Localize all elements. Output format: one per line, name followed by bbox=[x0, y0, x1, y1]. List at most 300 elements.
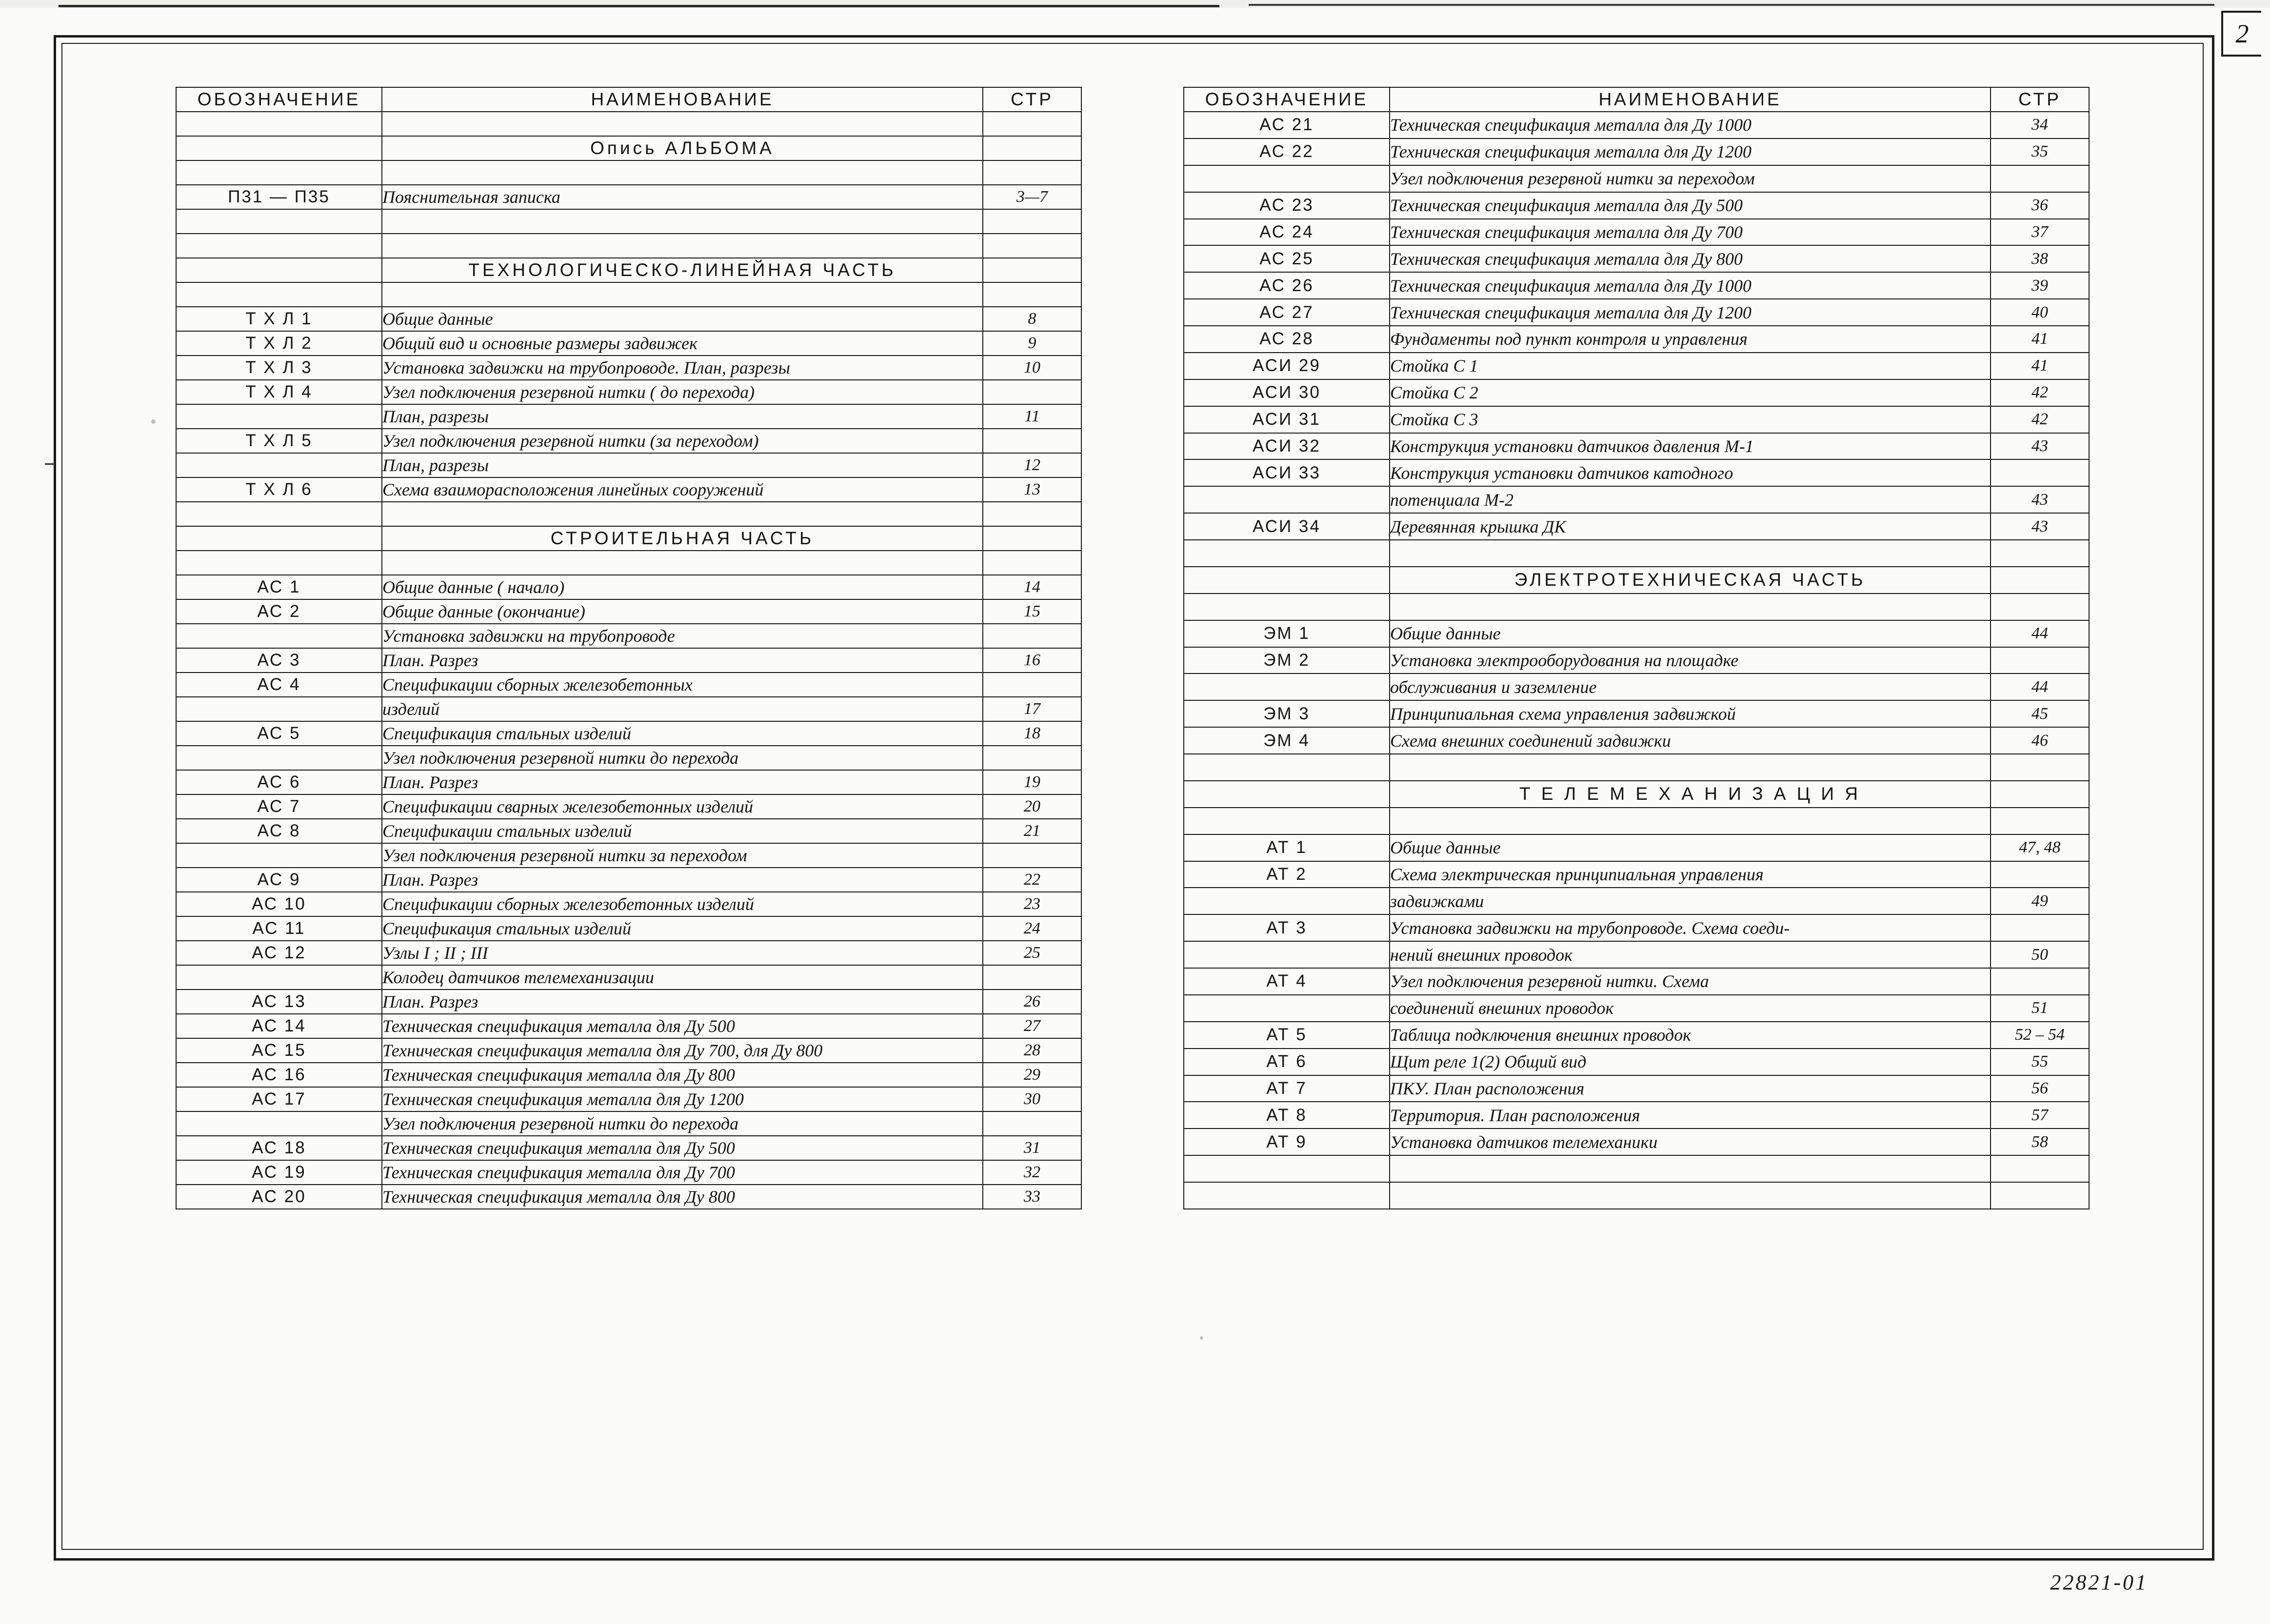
cell-name: Щит реле 1(2) Общий вид bbox=[1390, 1049, 1991, 1075]
cell-code: АС 17 bbox=[176, 1087, 382, 1111]
cell-code: Т Х Л 4 bbox=[176, 380, 382, 404]
cell-page: 28 bbox=[983, 1038, 1081, 1063]
scan-line-artifact-right bbox=[1249, 4, 2214, 6]
cell-name: План. Разрез bbox=[382, 648, 983, 673]
cell-code bbox=[176, 502, 382, 526]
drawing-sheet-code: 22821-01 bbox=[2050, 1570, 2148, 1594]
table-header-row bbox=[176, 87, 1081, 112]
cell-code: ЭМ 1 bbox=[1184, 620, 1390, 647]
cell-code bbox=[1184, 1155, 1390, 1182]
cell-code bbox=[1184, 808, 1390, 834]
cell-code: АС 20 bbox=[176, 1185, 382, 1209]
cell-page: 10 bbox=[983, 356, 1081, 380]
table-row-section bbox=[176, 526, 1081, 551]
table-row bbox=[176, 453, 1081, 477]
cell-code: АС 7 bbox=[176, 794, 382, 819]
cell-page: 55 bbox=[1991, 1049, 2089, 1075]
cell-name: Техническая спецификация металла для Ду 1200 bbox=[1390, 299, 1991, 326]
cell-name: Узел подключения резервной нитки (за переходом) bbox=[382, 429, 983, 453]
cell-page: 24 bbox=[983, 916, 1081, 941]
cell-name: План. Разрез bbox=[382, 868, 983, 892]
column-header-name: НАИМЕНОВАНИЕ bbox=[382, 87, 983, 112]
cell-page bbox=[1991, 781, 2089, 808]
cell-code bbox=[1184, 995, 1390, 1022]
index-table-left-body bbox=[176, 112, 1081, 1209]
cell-section-title: Опись АЛЬБОМА bbox=[382, 136, 983, 160]
cell-name: Узел подключения резервной нитки до перехода bbox=[382, 1111, 983, 1136]
cell-code: АС 14 bbox=[176, 1014, 382, 1038]
cell-name: Техническая спецификация металла для Ду 1200 bbox=[1390, 139, 1991, 165]
table-row-spacer bbox=[176, 551, 1081, 575]
cell-name bbox=[382, 209, 983, 234]
cell-page: 14 bbox=[983, 575, 1081, 599]
cell-name: Таблица подключения внешних проводок bbox=[1390, 1022, 1991, 1049]
cell-code: АС 12 bbox=[176, 941, 382, 965]
cell-page: 43 bbox=[1991, 513, 2089, 540]
cell-name: Техническая спецификация металла для Ду 800 bbox=[1390, 245, 1991, 272]
cell-name: Общие данные bbox=[1390, 834, 1991, 861]
cell-page bbox=[1991, 754, 2089, 781]
cell-code bbox=[1184, 1182, 1390, 1209]
cell-code bbox=[176, 965, 382, 990]
cell-name: Техническая спецификация металла для Ду 500 bbox=[1390, 192, 1991, 219]
table-row bbox=[1184, 727, 2089, 754]
cell-code bbox=[1184, 486, 1390, 513]
cell-name: Конструкция установки датчиков давления М-1 bbox=[1390, 433, 1991, 460]
cell-page: 23 bbox=[983, 892, 1081, 916]
cell-name: Узлы I ; II ; III bbox=[382, 941, 983, 965]
cell-page: 34 bbox=[1991, 112, 2089, 139]
table-row-spacer bbox=[176, 209, 1081, 234]
cell-code bbox=[1184, 165, 1390, 192]
cell-code: АС 19 bbox=[176, 1160, 382, 1185]
cell-name: Общие данные bbox=[382, 307, 983, 331]
cell-code: АС 8 bbox=[176, 819, 382, 843]
table-row bbox=[176, 331, 1081, 356]
cell-code bbox=[176, 258, 382, 282]
table-row bbox=[1184, 968, 2089, 995]
cell-page bbox=[983, 160, 1081, 185]
cell-name: План, разрезы bbox=[382, 404, 983, 429]
cell-name: Техническая спецификация металла для Ду 1200 bbox=[382, 1087, 983, 1111]
table-row-spacer bbox=[176, 160, 1081, 185]
cell-code: АС 13 bbox=[176, 990, 382, 1014]
cell-code: АС 15 bbox=[176, 1038, 382, 1063]
table-row bbox=[1184, 941, 2089, 968]
scan-speck bbox=[1200, 1336, 1203, 1340]
table-row bbox=[176, 916, 1081, 941]
cell-code bbox=[1184, 941, 1390, 968]
cell-page bbox=[983, 282, 1081, 307]
cell-code: Т Х Л 5 bbox=[176, 429, 382, 453]
cell-page bbox=[983, 502, 1081, 526]
cell-page bbox=[983, 746, 1081, 770]
cell-name: задвижками bbox=[1390, 888, 1991, 914]
cell-name: Узел подключения резервной нитки ( до перехода) bbox=[382, 380, 983, 404]
table-row-spacer bbox=[1184, 754, 2089, 781]
cell-name: Установка электрооборудования на площадке bbox=[1390, 647, 1991, 674]
cell-name: Установка датчиков телемеханики bbox=[1390, 1129, 1991, 1155]
cell-page bbox=[1991, 594, 2089, 620]
cell-code: АС 24 bbox=[1184, 219, 1390, 246]
cell-page bbox=[983, 551, 1081, 575]
table-row bbox=[1184, 834, 2089, 861]
table-row bbox=[1184, 647, 2089, 674]
table-row bbox=[1184, 700, 2089, 727]
cell-code: АС 5 bbox=[176, 721, 382, 746]
cell-name: Пояснительная записка bbox=[382, 185, 983, 209]
cell-page: 22 bbox=[983, 868, 1081, 892]
cell-code: АС 27 bbox=[1184, 299, 1390, 326]
table-row bbox=[176, 721, 1081, 746]
cell-name: Техническая спецификация металла для Ду 500 bbox=[382, 1136, 983, 1160]
cell-page: 49 bbox=[1991, 888, 2089, 914]
cell-name bbox=[1390, 1155, 1991, 1182]
table-row bbox=[1184, 245, 2089, 272]
cell-code: АС 22 bbox=[1184, 139, 1390, 165]
cell-name: Общие данные bbox=[1390, 620, 1991, 647]
table-row bbox=[176, 404, 1081, 429]
cell-name bbox=[382, 551, 983, 575]
cell-page: 52 – 54 bbox=[1991, 1022, 2089, 1049]
cell-name bbox=[382, 502, 983, 526]
table-row bbox=[176, 843, 1081, 868]
cell-name: Техническая спецификация металла для Ду 500 bbox=[382, 1014, 983, 1038]
cell-code bbox=[176, 526, 382, 551]
table-row bbox=[1184, 1022, 2089, 1049]
table-row bbox=[1184, 673, 2089, 700]
cell-page bbox=[983, 526, 1081, 551]
cell-page: 15 bbox=[983, 599, 1081, 624]
cell-page bbox=[983, 234, 1081, 258]
cell-code bbox=[176, 136, 382, 160]
table-row bbox=[176, 1038, 1081, 1063]
cell-page: 29 bbox=[983, 1063, 1081, 1087]
table-row bbox=[176, 648, 1081, 673]
table-row bbox=[176, 990, 1081, 1014]
cell-name: Техническая спецификация металла для Ду 700, для Ду 800 bbox=[382, 1038, 983, 1063]
table-row bbox=[176, 624, 1081, 648]
cell-page bbox=[1991, 808, 2089, 834]
cell-page: 9 bbox=[983, 331, 1081, 356]
cell-name: Общие данные (окончание) bbox=[382, 599, 983, 624]
cell-name: Территория. План расположения bbox=[1390, 1102, 1991, 1129]
cell-page: 25 bbox=[983, 941, 1081, 965]
table-row bbox=[1184, 620, 2089, 647]
table-row bbox=[1184, 888, 2089, 914]
table-row bbox=[1184, 995, 2089, 1022]
cell-name: обслуживания и заземление bbox=[1390, 673, 1991, 700]
cell-code bbox=[176, 282, 382, 307]
table-row bbox=[176, 185, 1081, 209]
cell-page: 57 bbox=[1991, 1102, 2089, 1129]
cell-code: АТ 5 bbox=[1184, 1022, 1390, 1049]
cell-page bbox=[983, 429, 1081, 453]
column-header-page: СТР bbox=[1991, 87, 2089, 112]
cell-page: 47, 48 bbox=[1991, 834, 2089, 861]
table-row bbox=[1184, 861, 2089, 888]
cell-code: АС 26 bbox=[1184, 272, 1390, 299]
cell-name: Техническая спецификация металла для Ду 1000 bbox=[1390, 112, 1991, 139]
table-row-spacer bbox=[1184, 540, 2089, 567]
table-row bbox=[1184, 299, 2089, 326]
cell-page bbox=[983, 673, 1081, 697]
cell-name: Узел подключения резервной нитки до перехода bbox=[382, 746, 983, 770]
table-row bbox=[176, 1136, 1081, 1160]
cell-name: Схема электрическая принципиальная управления bbox=[1390, 861, 1991, 888]
table-row bbox=[1184, 112, 2089, 139]
cell-name: Установка задвижки на трубопроводе. Схема соеди- bbox=[1390, 914, 1991, 941]
table-row-section bbox=[176, 136, 1081, 160]
table-row-section bbox=[1184, 567, 2089, 594]
cell-page: 3—7 bbox=[983, 185, 1081, 209]
cell-code: ЭМ 4 bbox=[1184, 727, 1390, 754]
table-row bbox=[176, 941, 1081, 965]
table-row bbox=[176, 868, 1081, 892]
cell-name: Спецификации сварных железобетонных изделий bbox=[382, 794, 983, 819]
table-row bbox=[1184, 433, 2089, 460]
cell-name bbox=[1390, 594, 1991, 620]
cell-code: АСИ 30 bbox=[1184, 379, 1390, 406]
cell-name bbox=[382, 234, 983, 258]
cell-name: Техническая спецификация металла для Ду 700 bbox=[1390, 219, 1991, 246]
table-row bbox=[176, 356, 1081, 380]
cell-name: Узел подключения резервной нитки. Схема bbox=[1390, 968, 1991, 995]
cell-page bbox=[983, 209, 1081, 234]
cell-code bbox=[176, 746, 382, 770]
cell-page: 32 bbox=[983, 1160, 1081, 1185]
cell-page: 56 bbox=[1991, 1075, 2089, 1102]
cell-page bbox=[983, 380, 1081, 404]
cell-name: Колодец датчиков телемеханизации bbox=[382, 965, 983, 990]
cell-page: 51 bbox=[1991, 995, 2089, 1022]
index-table-left bbox=[176, 87, 1082, 1209]
cell-name: Спецификации сборных железобетонных bbox=[382, 673, 983, 697]
cell-page: 12 bbox=[983, 453, 1081, 477]
cell-code: АС 21 bbox=[1184, 112, 1390, 139]
cell-name bbox=[382, 282, 983, 307]
cell-code: АС 16 bbox=[176, 1063, 382, 1087]
cell-section-title: ЭЛЕКТРОТЕХНИЧЕСКАЯ ЧАСТЬ bbox=[1390, 567, 1991, 594]
cell-code bbox=[176, 160, 382, 185]
cell-name: Узел подключения резервной нитки за переходом bbox=[1390, 165, 1991, 192]
cell-page bbox=[1991, 968, 2089, 995]
cell-page bbox=[983, 624, 1081, 648]
cell-code bbox=[176, 404, 382, 429]
cell-page bbox=[1991, 567, 2089, 594]
cell-name: Техническая спецификация металла для Ду 1000 bbox=[1390, 272, 1991, 299]
cell-code: АТ 9 bbox=[1184, 1129, 1390, 1155]
cell-code bbox=[176, 697, 382, 721]
cell-code bbox=[1184, 594, 1390, 620]
cell-page: 44 bbox=[1991, 673, 2089, 700]
table-row bbox=[176, 770, 1081, 794]
cell-name: Фундаменты под пункт контроля и управления bbox=[1390, 326, 1991, 353]
table-row bbox=[1184, 1049, 2089, 1075]
cell-name: План. Разрез bbox=[382, 990, 983, 1014]
table-row-spacer bbox=[176, 282, 1081, 307]
cell-code: Т Х Л 1 bbox=[176, 307, 382, 331]
cell-page: 43 bbox=[1991, 433, 2089, 460]
cell-code: АС 28 bbox=[1184, 326, 1390, 353]
cell-name: Стойка С 1 bbox=[1390, 353, 1991, 379]
table-row bbox=[176, 1111, 1081, 1136]
cell-section-title: ТЕХНОЛОГИЧЕСКО-ЛИНЕЙНАЯ ЧАСТЬ bbox=[382, 258, 983, 282]
table-row-spacer bbox=[176, 112, 1081, 136]
cell-page bbox=[983, 136, 1081, 160]
cell-page: 38 bbox=[1991, 245, 2089, 272]
table-row bbox=[1184, 1075, 2089, 1102]
cell-name: потенциала М-2 bbox=[1390, 486, 1991, 513]
cell-name: Схема внешних соединений задвижки bbox=[1390, 727, 1991, 754]
table-row-section bbox=[176, 258, 1081, 282]
cell-name: Общие данные ( начало) bbox=[382, 575, 983, 599]
cell-page: 8 bbox=[983, 307, 1081, 331]
cell-name bbox=[1390, 1182, 1991, 1209]
table-row bbox=[1184, 406, 2089, 433]
cell-code: АС 25 bbox=[1184, 245, 1390, 272]
cell-code: АС 3 bbox=[176, 648, 382, 673]
cell-code bbox=[176, 1111, 382, 1136]
table-row bbox=[176, 307, 1081, 331]
cell-name: План, разрезы bbox=[382, 453, 983, 477]
cell-code bbox=[176, 843, 382, 868]
cell-section-title: СТРОИТЕЛЬНАЯ ЧАСТЬ bbox=[382, 526, 983, 551]
cell-name: Техническая спецификация металла для Ду 700 bbox=[382, 1160, 983, 1185]
cell-page bbox=[1991, 540, 2089, 567]
cell-page: 21 bbox=[983, 819, 1081, 843]
cell-page: 41 bbox=[1991, 353, 2089, 379]
cell-name: План. Разрез bbox=[382, 770, 983, 794]
cell-code: Т Х Л 3 bbox=[176, 356, 382, 380]
cell-page: 46 bbox=[1991, 727, 2089, 754]
cell-page: 37 bbox=[1991, 219, 2089, 246]
cell-page: 19 bbox=[983, 770, 1081, 794]
index-table-right bbox=[1183, 87, 2090, 1209]
table-row bbox=[1184, 165, 2089, 192]
cell-code bbox=[1184, 540, 1390, 567]
cell-code: АТ 1 bbox=[1184, 834, 1390, 861]
table-row bbox=[1184, 486, 2089, 513]
cell-page: 42 bbox=[1991, 406, 2089, 433]
table-row-spacer bbox=[176, 234, 1081, 258]
cell-code: АС 23 bbox=[1184, 192, 1390, 219]
cell-name: Узел подключения резервной нитки за переходом bbox=[382, 843, 983, 868]
table-row bbox=[176, 673, 1081, 697]
cell-code: Т Х Л 6 bbox=[176, 477, 382, 502]
cell-page: 35 bbox=[1991, 139, 2089, 165]
cell-page bbox=[983, 1111, 1081, 1136]
cell-name: Конструкция установки датчиков катодного bbox=[1390, 459, 1991, 486]
table-row bbox=[1184, 1102, 2089, 1129]
cell-page bbox=[1991, 1155, 2089, 1182]
cell-page: 17 bbox=[983, 697, 1081, 721]
cell-page: 26 bbox=[983, 990, 1081, 1014]
cell-page: 20 bbox=[983, 794, 1081, 819]
cell-code bbox=[1184, 888, 1390, 914]
cell-code bbox=[176, 453, 382, 477]
table-row bbox=[1184, 272, 2089, 299]
table-row bbox=[1184, 219, 2089, 246]
cell-code bbox=[1184, 567, 1390, 594]
cell-name: Техническая спецификация металла для Ду 800 bbox=[382, 1185, 983, 1209]
table-row bbox=[1184, 139, 2089, 165]
cell-page: 18 bbox=[983, 721, 1081, 746]
cell-name: Стойка С 2 bbox=[1390, 379, 1991, 406]
cell-name: Принципиальная схема управления задвижкой bbox=[1390, 700, 1991, 727]
cell-code bbox=[1184, 781, 1390, 808]
table-row bbox=[176, 965, 1081, 990]
cell-page: 45 bbox=[1991, 700, 2089, 727]
table-row bbox=[176, 746, 1081, 770]
table-row-spacer bbox=[1184, 1182, 2089, 1209]
cell-page: 50 bbox=[1991, 941, 2089, 968]
page-number-box bbox=[2221, 11, 2261, 57]
cell-code: АС 10 bbox=[176, 892, 382, 916]
cell-name: нений внешних проводок bbox=[1390, 941, 1991, 968]
cell-name: Установка задвижки на трубопроводе. План, разрезы bbox=[382, 356, 983, 380]
album-index-tables bbox=[176, 87, 2092, 1209]
cell-code bbox=[176, 624, 382, 648]
column-header-code: ОБОЗНАЧЕНИЕ bbox=[1184, 87, 1390, 112]
cell-code: АТ 6 bbox=[1184, 1049, 1390, 1075]
table-row-spacer bbox=[1184, 808, 2089, 834]
cell-page bbox=[1991, 1182, 2089, 1209]
cell-code: АС 6 bbox=[176, 770, 382, 794]
cell-code: АТ 8 bbox=[1184, 1102, 1390, 1129]
table-header-row bbox=[1184, 87, 2089, 112]
cell-page: 42 bbox=[1991, 379, 2089, 406]
cell-name bbox=[1390, 754, 1991, 781]
cell-page: 27 bbox=[983, 1014, 1081, 1038]
cell-name: Установка задвижки на трубопроводе bbox=[382, 624, 983, 648]
cell-code: АСИ 29 bbox=[1184, 353, 1390, 379]
cell-code: АС 4 bbox=[176, 673, 382, 697]
cell-page bbox=[1991, 914, 2089, 941]
cell-page bbox=[1991, 861, 2089, 888]
cell-code: АТ 4 bbox=[1184, 968, 1390, 995]
cell-page: 40 bbox=[1991, 299, 2089, 326]
cell-code bbox=[1184, 754, 1390, 781]
cell-name: Стойка С 3 bbox=[1390, 406, 1991, 433]
cell-name: Спецификации стальных изделий bbox=[382, 819, 983, 843]
cell-code: АС 1 bbox=[176, 575, 382, 599]
cell-page: 13 bbox=[983, 477, 1081, 502]
table-row-spacer bbox=[176, 502, 1081, 526]
cell-name: Схема взаиморасположения линейных сооружений bbox=[382, 477, 983, 502]
cell-code bbox=[176, 112, 382, 136]
table-row bbox=[1184, 192, 2089, 219]
cell-section-title: Т Е Л Е М Е Х А Н И З А Ц И Я bbox=[1390, 781, 1991, 808]
cell-name: Спецификация стальных изделий bbox=[382, 916, 983, 941]
table-row bbox=[176, 892, 1081, 916]
cell-code: АТ 7 bbox=[1184, 1075, 1390, 1102]
table-row bbox=[1184, 459, 2089, 486]
table-row bbox=[1184, 1129, 2089, 1155]
cell-page bbox=[983, 258, 1081, 282]
cell-code: АС 11 bbox=[176, 916, 382, 941]
cell-code: АТ 3 bbox=[1184, 914, 1390, 941]
cell-code: АС 18 bbox=[176, 1136, 382, 1160]
table-row-spacer bbox=[1184, 594, 2089, 620]
cell-name: Спецификация стальных изделий bbox=[382, 721, 983, 746]
table-row bbox=[176, 599, 1081, 624]
cell-page: 33 bbox=[983, 1185, 1081, 1209]
cell-code bbox=[176, 234, 382, 258]
frame-edge-tick bbox=[45, 463, 56, 465]
index-table-right-body bbox=[1184, 112, 2089, 1209]
cell-page: 39 bbox=[1991, 272, 2089, 299]
